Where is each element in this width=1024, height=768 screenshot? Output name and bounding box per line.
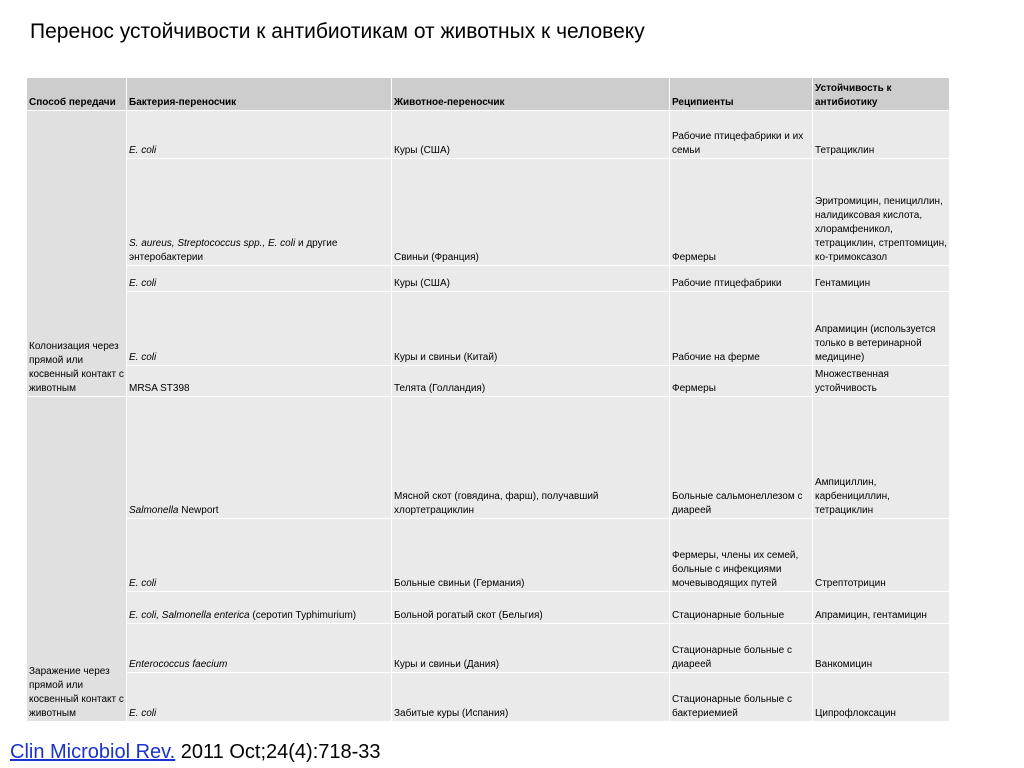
- animal-cell: Куры и свиньи (Дания): [392, 624, 670, 673]
- method-cell: Заражение через прямой или косвенный контакт с животным: [27, 397, 127, 722]
- bacteria-cell: [127, 266, 392, 292]
- recipients-cell: Рабочие птицефабрики и их семьи: [670, 111, 813, 159]
- header-recipients: Реципиенты: [670, 78, 813, 111]
- recipients-cell: Стационарные больные с бактериемией: [670, 673, 813, 722]
- animal-cell: Забитые куры (Испания): [392, 673, 670, 722]
- bacteria-name-italic: E. coli: [129, 708, 157, 719]
- recipients-cell: Фермеры: [670, 366, 813, 397]
- bacteria-name-italic: E. coli: [129, 352, 157, 363]
- animal-cell: Куры (США): [392, 266, 670, 292]
- recipients-cell: Фермеры, члены их семей, больные с инфекциями мочевыводящих путей: [670, 519, 813, 592]
- table-row: [27, 266, 950, 292]
- bacteria-name-italic: Enterococcus faecium: [129, 659, 228, 670]
- resistance-cell: Ампициллин, карбенициллин, тетрациклин: [813, 397, 950, 519]
- journal-link[interactable]: Clin Microbiol Rev.: [10, 741, 176, 763]
- table-row: [27, 673, 950, 722]
- bacteria-cell: [127, 111, 392, 159]
- resistance-cell: Ванкомицин: [813, 624, 950, 673]
- recipients-cell: Рабочие на ферме: [670, 292, 813, 366]
- resistance-cell: Эритромицин, пенициллин, налидиксовая кислота, хлорамфеникол, тетрациклин, стрептомицин, ко-тримоксазол: [813, 159, 950, 266]
- table-header-row: [27, 78, 950, 111]
- table-row: [27, 159, 950, 266]
- resistance-cell: Гентамицин: [813, 266, 950, 292]
- table-row: [27, 366, 950, 397]
- bacteria-cell: [127, 624, 392, 673]
- bacteria-name-italic: Salmonella: [129, 505, 179, 516]
- animal-cell: Мясной скот (говядина, фарш), получавший хлортетрациклин: [392, 397, 670, 519]
- bacteria-cell: [127, 673, 392, 722]
- bacteria-name-italic: E. coli: [129, 578, 157, 589]
- recipients-cell: Рабочие птицефабрики: [670, 266, 813, 292]
- table-row: [27, 292, 950, 366]
- table-row: [27, 519, 950, 592]
- recipients-cell: Фермеры: [670, 159, 813, 266]
- bacteria-name-italic: S. aureus, Streptococcus spp., E. coli: [129, 238, 296, 249]
- bacteria-name-rest: и другие энтеробактерии: [129, 238, 338, 263]
- method-cell: Колонизация через прямой или косвенный контакт с животным: [27, 111, 127, 397]
- resistance-cell: Ципрофлоксацин: [813, 673, 950, 722]
- header-bacteria: Бактерия-переносчик: [127, 78, 392, 111]
- header-resistance: Устойчивость к антибиотику: [813, 78, 950, 111]
- table-row: [27, 397, 950, 519]
- bacteria-name-italic: E. coli: [129, 145, 157, 156]
- animal-cell: Куры (США): [392, 111, 670, 159]
- bacteria-name-rest: Newport: [178, 505, 219, 516]
- slide-title: Перенос устойчивости к антибиотикам от животных к человеку: [30, 20, 645, 43]
- bacteria-cell: [127, 366, 392, 397]
- table-row: [27, 592, 950, 624]
- resistance-cell: Апрамицин, гентамицин: [813, 592, 950, 624]
- resistance-cell: Множественная устойчивость: [813, 366, 950, 397]
- bacteria-cell: [127, 159, 392, 266]
- resistance-cell: Стрептотрицин: [813, 519, 950, 592]
- bacteria-name-italic: E. coli, Salmonella enterica: [129, 610, 250, 621]
- header-animal: Животное-переносчик: [392, 78, 670, 111]
- resistance-table: [26, 77, 950, 722]
- reference: [10, 741, 381, 764]
- recipients-cell: Стационарные больные с диареей: [670, 624, 813, 673]
- bacteria-name-italic: E. coli: [129, 278, 157, 289]
- animal-cell: Больные свиньи (Германия): [392, 519, 670, 592]
- bacteria-cell: [127, 397, 392, 519]
- animal-cell: Телята (Голландия): [392, 366, 670, 397]
- bacteria-name-rest: (серотип Typhimurium): [249, 610, 357, 621]
- animal-cell: Свиньи (Франция): [392, 159, 670, 266]
- resistance-cell: Апрамицин (используется только в ветеринарной медицине): [813, 292, 950, 366]
- recipients-cell: Стационарные больные: [670, 592, 813, 624]
- recipients-cell: Больные сальмонеллезом с диареей: [670, 397, 813, 519]
- bacteria-cell: [127, 592, 392, 624]
- table-row: [27, 111, 950, 159]
- animal-cell: Куры и свиньи (Китай): [392, 292, 670, 366]
- bacteria-name-rest: MRSA ST398: [129, 383, 190, 394]
- header-method: Способ передачи: [27, 78, 127, 111]
- table-row: [27, 624, 950, 673]
- animal-cell: Больной рогатый скот (Бельгия): [392, 592, 670, 624]
- bacteria-cell: [127, 519, 392, 592]
- resistance-cell: Тетрациклин: [813, 111, 950, 159]
- citation-text: 2011 Oct;24(4):718-33: [175, 741, 381, 763]
- bacteria-cell: [127, 292, 392, 366]
